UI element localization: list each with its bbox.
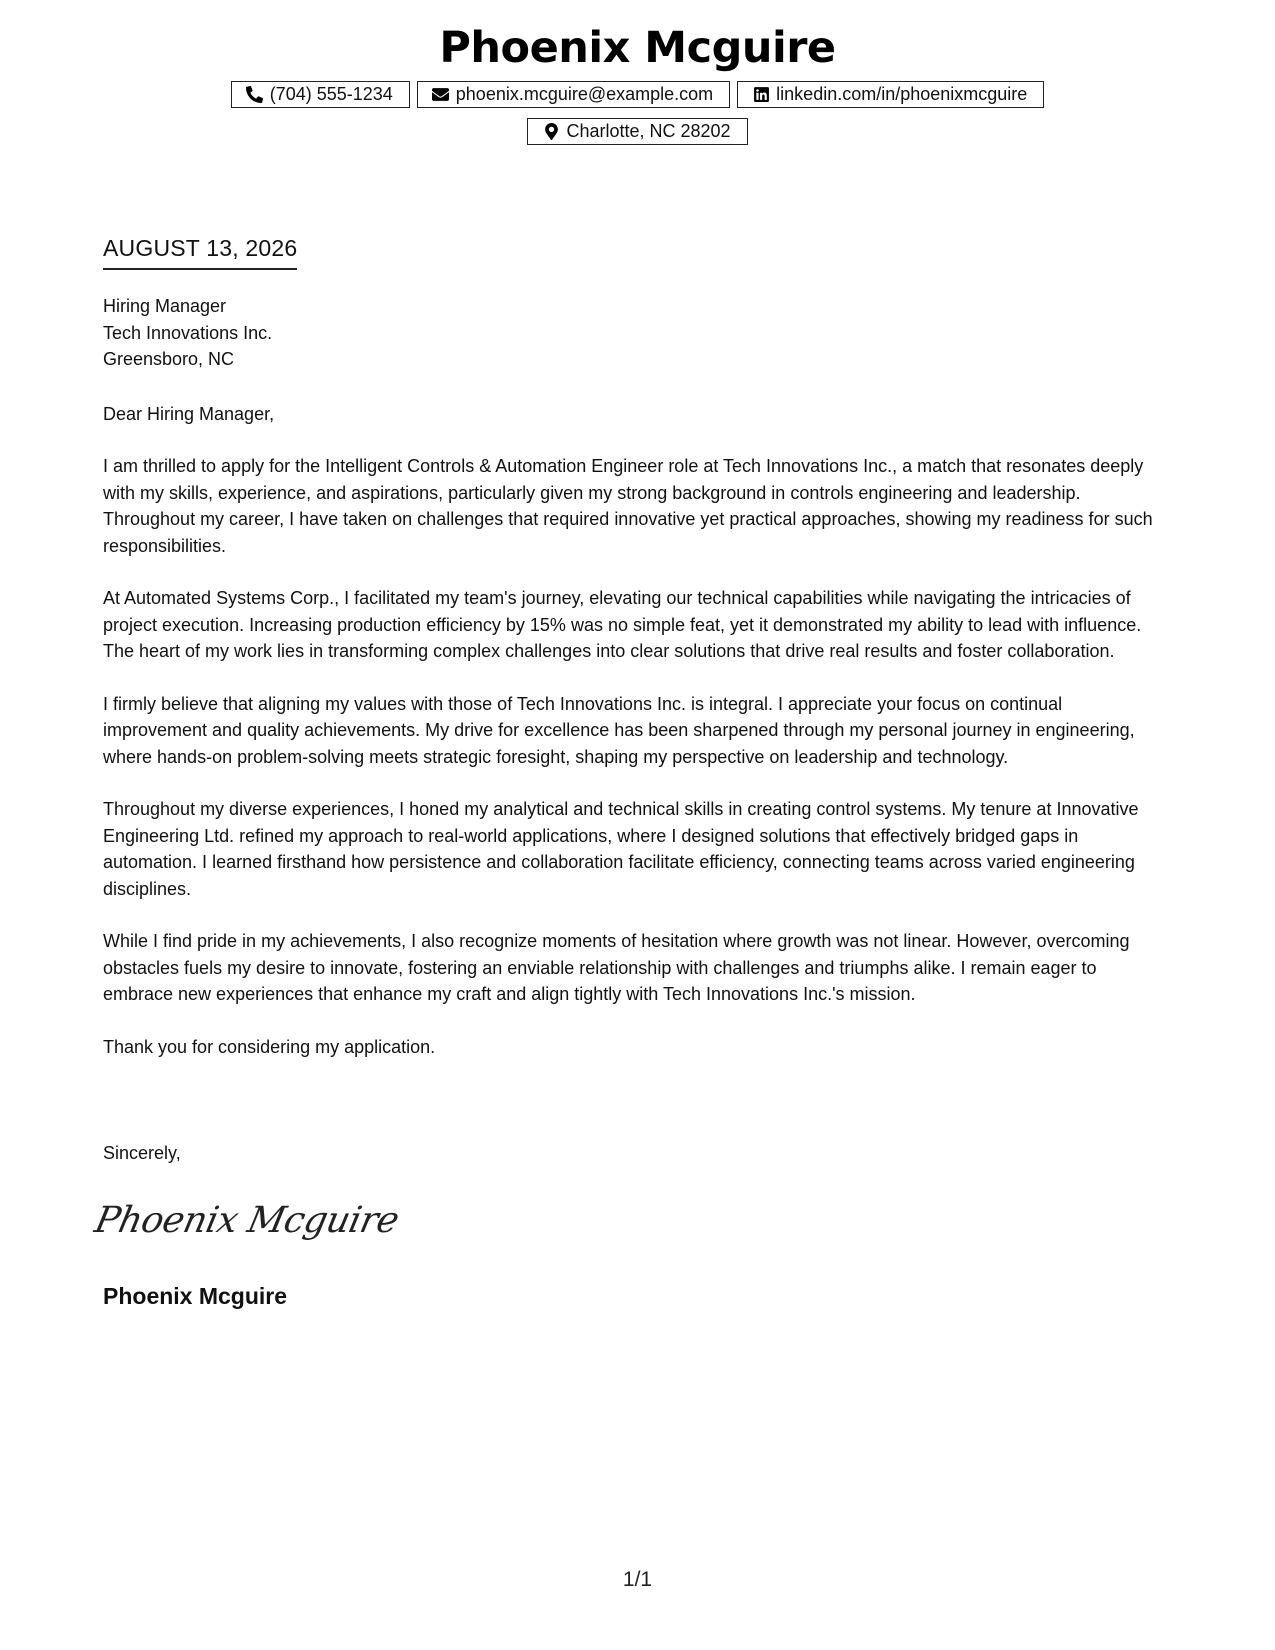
phone-chip [231,81,410,108]
location-chip [527,118,747,145]
letter-date: AUGUST 13, 2026 [103,235,297,270]
recipient-location: Greensboro, NC [103,349,235,369]
recipient-title: Hiring Manager [103,296,227,316]
applicant-name-heading: Phoenix Mcguire [439,23,836,73]
contact-row-primary [0,81,1275,108]
recipient-block [103,293,272,373]
signed-name: Phoenix Mcguire [103,1283,288,1309]
body-paragraph: While I find pride in my achievements, I also recognize moments of hesitation where growth was not linear. However, overcoming obstacles fuels my desire to innovate, fostering an enviable relationship with challenges and triumphs alike. I remain eager to embrace new experiences that enhance my craft and align tightly with Tech Innovations Inc.'s mission. [103,931,1130,1004]
body-paragraph: I firmly believe that aligning my values with those of Tech Innovations Inc. is integral. I appreciate your focus on continual improvement and quality achievements. My drive for excellence has been sharpened through my personal journey in engineering, where hands-on problem-solving meets strategic foresight, shaping my perspective on leadership and technology. [103,693,1135,767]
body-paragraph: At Automated Systems Corp., I facilitated my team's journey, elevating our technical capabilities while navigating the intricacies of project execution. Increasing production efficiency by 15% was no simple feat, yet it demonstrated my ability to lead with influence. The heart of my work lies in transforming complex challenges into clear solutions that drive real results and foster collaboration. [103,588,1142,661]
envelope-icon [432,86,450,104]
body-paragraph: I am thrilled to apply for the Intelligent Controls & Automation Engineer role at Tech Innovations Inc., a match that resonates deeply with my skills, experience, and aspirations, particularly given my strong background in controls engineering and leadership. Throughout my career, I have taken on challenges that required innovative yet practical approaches, showing my readiness for such responsibilities. [103,456,1153,556]
phone-icon [246,86,264,104]
location-text: Charlotte, NC 28202 [566,121,731,141]
linkedin-text: linkedin.com/in/phoenixmcguire [776,84,1028,104]
salutation: Dear Hiring Manager, [103,404,275,424]
page-indicator: 1/1 [622,1568,653,1591]
letter-body [103,453,1171,1086]
email-chip [417,81,730,108]
body-paragraph: Throughout my diverse experiences, I honed my analytical and technical skills in creating control systems. My tenure at Innovative Engineering Ltd. refined my approach to real-world applications, where I designed solutions that effectively bridged gaps in automation. I learned firsthand how persistence and collaboration facilitate efficiency, connecting teams across varied engineering disciplines. [103,799,1139,899]
recipient-company: Tech Innovations Inc. [103,322,273,343]
contact-row-secondary [0,118,1275,145]
signature-text: Phoenix Mcguire [91,1198,403,1241]
linkedin-icon [752,86,770,104]
phone-text: (704) 555-1234 [269,84,393,104]
email-text: phoenix.mcguire@example.com [455,84,714,104]
body-paragraph: Thank you for considering my application. [103,1036,436,1057]
closing-line: Sincerely, [103,1143,181,1163]
linkedin-chip [737,81,1044,108]
handwritten-signature [91,1190,403,1250]
map-marker-icon [542,123,560,141]
